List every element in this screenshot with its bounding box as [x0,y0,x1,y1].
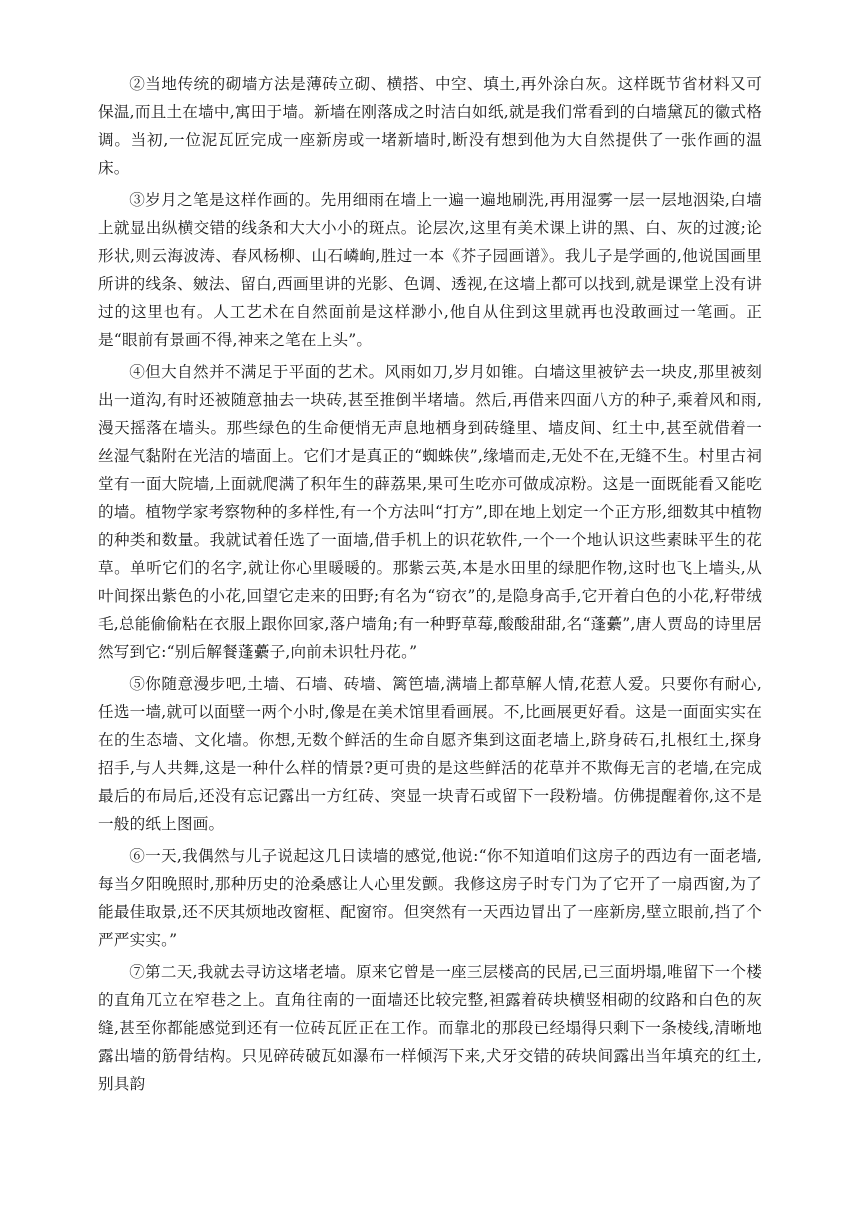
paragraph-2: ②当地传统的砌墙方法是薄砖立砌、横搭、中空、填土,再外涂白灰。这样既节省材料又可保温,而且土在墙中,寓田于墙。新墙在刚落成之时洁白如纸,就是我们常看到的白墙黛瓦的徽式格调。当初,一位泥瓦匠完成一座新房或一堵新墙时,断没有想到他为大自然提供了一张作画的温床。 [98,75,762,177]
paragraph-3: ③岁月之笔是这样作画的。先用细雨在墙上一遍一遍地刷洗,再用湿雾一层一层地洇染,白墙上就显出纵横交错的线条和大大小小的斑点。论层次,这里有美术课上讲的黑、白、灰的过渡;论形状,则云海波涛、春风杨柳、山石嶙峋,胜过一本《芥子园画谱》。我儿子是学画的,他说国画里所讲的线条、皴法、留白,西画里讲的光影、色调、透视,在这墙上都可以找到,就是课堂上没有讲过的这里也有。人工艺术在自然面前是这样渺小,他自从住到这里就再也没敢画过一笔画。正是“眼前有景画不得,神来之笔在上头”。 [98,191,762,349]
paragraph-7: ⑦第二天,我就去寻访这堵老墙。原来它曾是一座三层楼高的民居,已三面坍塌,唯留下一个楼的直角兀立在窄巷之上。直角往南的一面墙还比较完整,袒露着砖块横竖相砌的纹路和白色的灰缝,甚至你都能感觉到还有一位砖瓦匠正在工作。而靠北的那段已经塌得只剩下一条棱线,清晰地露出墙的筋骨结构。只见碎砖破瓦如瀑布一样倾泻下来,犬牙交错的砖块间露出当年填充的红土,别具韵 [98,963,762,1093]
paragraph-4: ④但大自然并不满足于平面的艺术。风雨如刀,岁月如锥。白墙这里被铲去一块皮,那里被刻出一道沟,有时还被随意抽去一块砖,甚至推倒半堵墙。然后,再借来四面八方的种子,乘着风和雨,漫天摇落在墙头。那些绿色的生命便悄无声息地栖身到砖缝里、墙皮间、红土中,甚至就借着一丝湿气黏附在光洁的墙面上。它们才是真正的“蜘蛛侠”,缘墙而走,无处不在,无缝不生。村里古祠堂有一面大院墙,上面就爬满了积年生的薜荔果,果可生吃亦可做成凉粉。这是一面既能看又能吃的墙。植物学家考察物种的多样性,有一个方法叫“打方”,即在地上划定一个正方形,细数其中植物的种类和数量。我就试着任选了一面墙,借手机上的识花软件,一个一个地认识这些素昧平生的花草。单听它们的名字,就让你心里暖暖的。那紫云英,本是水田里的绿肥作物,这时也飞上墙头,从叶间探出紫色的小花,回望它走来的田野;有名为“窃衣”的,是隐身高手,它开着白色的小花,籽带绒毛,总能偷偷粘在衣服上跟你回家,落户墙角;有一种野草莓,酸酸甜甜,名“蓬虆”,唐人贾岛的诗里居然写到它:“别后解餐蓬虆子,向前未识牡丹花。” [98,363,762,661]
paragraph-6: ⑥一天,我偶然与儿子说起这几日读墙的感觉,他说:“你不知道咱们这房子的西边有一面老墙,每当夕阳晚照时,那种历史的沧桑感让人心里发颤。我修这房子时专门为了它开了一扇西窗,为了能最佳取景,还不厌其烦地改窗框、配窗帘。但突然有一天西边冒出了一座新房,壁立眼前,挡了个严严实实。” [98,847,762,949]
paragraph-5: ⑤你随意漫步吧,土墙、石墙、砖墙、篱笆墙,满墙上都草解人情,花惹人爱。只要你有耐心,任选一墙,就可以面壁一两个小时,像是在美术馆里看画展。不,比画展更好看。这是一面面实实在在的生态墙、文化墙。你想,无数个鲜活的生命自愿齐集到这面老墙上,跻身砖石,扎根红土,探身招手,与人共舞,这是一种什么样的情景?更可贵的是这些鲜活的花草并不欺侮无言的老墙,在完成最后的布局后,还没有忘记露出一方红砖、突显一块青石或留下一段粉墙。仿佛提醒着你,这不是一般的纸上图画。 [98,675,762,833]
